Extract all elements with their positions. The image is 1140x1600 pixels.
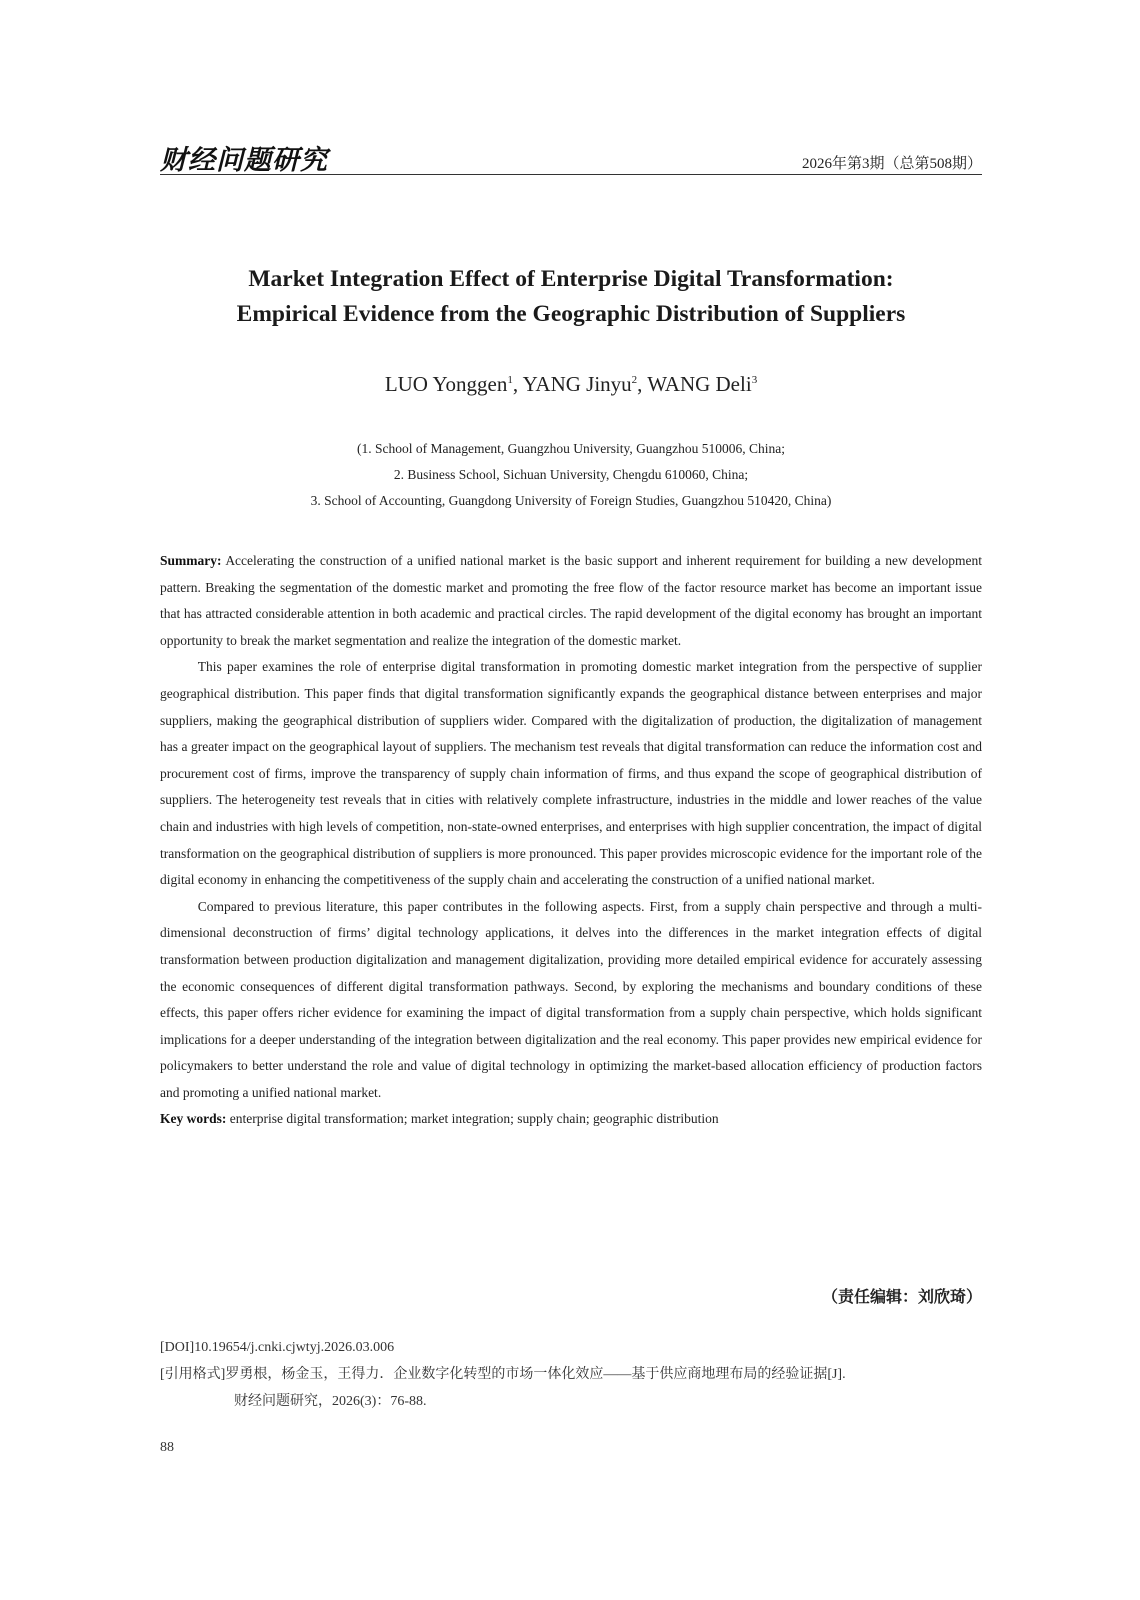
author-name: YANG Jinyu xyxy=(522,372,632,396)
issue-info: 2026年第3期（总第508期） xyxy=(801,156,982,172)
summary-paragraph xyxy=(160,548,982,654)
summary-text: Accelerating the construction of a unified national market is the basic support and inherent requirement for building a new development pattern. Breaking the segmentation of the domestic market and promoting the free flow of the factor resource market has become an important issue that has attracted considerable attention in both academic and practical circles. The rapid development of the digital economy has brought an important opportunity to break the market segmentation and realize the integration of the domestic market. xyxy=(160,553,982,648)
author-name: WANG Deli xyxy=(647,372,752,396)
affiliation-line: 2. Business School, Sichuan University, Chengdu 610060, China; xyxy=(393,467,749,482)
keywords-label: Key words: xyxy=(160,1111,227,1127)
abstract-body xyxy=(160,548,982,1133)
affiliation-mark: 3 xyxy=(751,374,758,386)
affiliations xyxy=(160,436,982,514)
affiliation-line: 3. School of Accounting, Guangdong University of Foreign Studies, Guangzhou 510420, China) xyxy=(310,493,832,508)
citation-line: [引用格式]罗勇根，杨金玉，王得力．企业数字化转型的市场一体化效应——基于供应商地理布局的经验证据[J]. xyxy=(160,1367,846,1382)
page-number: 88 xyxy=(160,1440,174,1455)
paper-title xyxy=(160,262,982,332)
title-line-1: Market Integration Effect of Enterprise Digital Transformation: xyxy=(248,266,894,292)
author-list: LUO Yonggen$^1$, YANG Jinyu$^2$, WANG Deli$^3$ xyxy=(384,372,758,396)
citation-line-continued: 财经问题研究，2026(3)：76-88. xyxy=(234,1394,427,1409)
keywords-paragraph xyxy=(160,1106,982,1133)
title-line-2: Empirical Evidence from the Geographic Distribution of Suppliers xyxy=(236,301,906,327)
summary-paragraph: Compared to previous literature, this paper contributes in the following aspects. First, from a supply chain perspective and through a multi-dimensional deconstruction of firms’ digital technology applications, it delves into the differences in the market integration effects of digital transformation between production digitalization and management digitalization, providing more detailed empirical evidence for accurately assessing the economic consequences of different digital transformation pathways. Second, by exploring the mechanisms and boundary conditions of these effects, this paper offers richer evidence for examining the impact of digital transformation from a supply chain perspective, which holds significant implications for a deeper understanding of the integration between digitalization and the real economy. This paper provides new empirical evidence for policymakers to better understand the role and value of digital technology in optimizing the market-based allocation efficiency of production factors and promoting a unified national market. xyxy=(160,898,982,1100)
page-header xyxy=(160,138,982,175)
summary-label: Summary: xyxy=(160,553,222,568)
affiliation-mark: 2 xyxy=(631,374,638,386)
summary-paragraph: This paper examines the role of enterprise digital transformation in promoting domestic market integration from the perspective of supplier geographical distribution. This paper finds that digital transformation significantly expands the geographical distance between enterprises and major suppliers, making the geographical distribution of suppliers wider. Compared with the digitalization of production, the digitalization of management has a greater impact on the geographical layout of suppliers. The mechanism test reveals that digital transformation can reduce the information cost and procurement cost of firms, improve the transparency of supply chain information of firms, and thus expand the scope of geographical distribution of suppliers. The heterogeneity test reveals that in cities with relatively complete infrastructure, industries in the middle and lower reaches of the value chain and industries with high levels of competition, non-state-owned enterprises, and enterprises with high supplier concentration, the impact of digital transformation on the geographical distribution of suppliers is more pronounced. This paper provides microscopic evidence for the important role of the digital economy in enhancing the competitiveness of the supply chain and accelerating the construction of a unified national market. xyxy=(160,659,982,888)
responsible-editor: （责任编辑：刘欣琦） xyxy=(821,1287,982,1306)
affiliation-line: (1. School of Management, Guangzhou University, Guangzhou 510006, China; xyxy=(356,441,786,456)
author-name: LUO Yonggen xyxy=(384,372,508,396)
reference-block xyxy=(160,1334,982,1415)
keywords-text: enterprise digital transformation; market integration; supply chain; geographic distribution xyxy=(229,1111,719,1127)
journal-logo: 财经问题研究 xyxy=(160,145,328,176)
affiliation-mark: 1 xyxy=(507,374,513,386)
doi-line: [DOI]10.19654/j.cnki.cjwtyj.2026.03.006 xyxy=(160,1340,395,1355)
